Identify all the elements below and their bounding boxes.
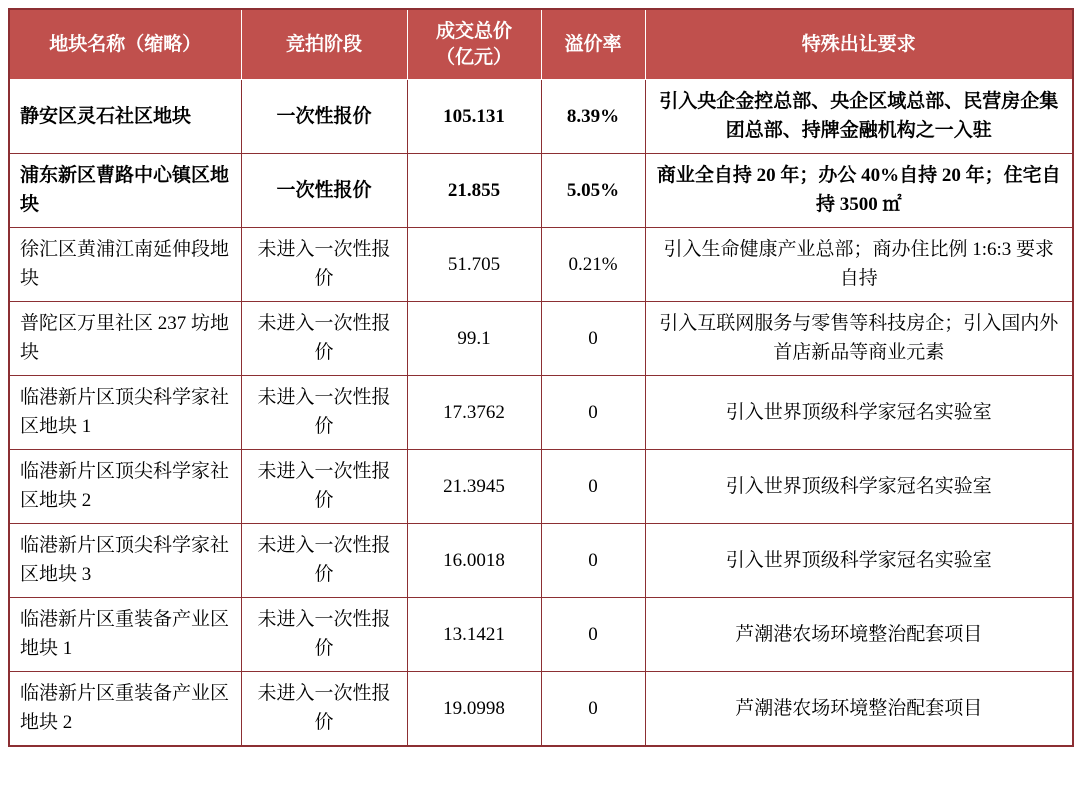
table-row xyxy=(9,524,1073,598)
table-row xyxy=(9,80,1073,154)
cell-price: 51.705 xyxy=(407,228,541,302)
cell-price: 99.1 xyxy=(407,302,541,376)
cell-price: 19.0998 xyxy=(407,672,541,747)
cell-requirement: 引入生命健康产业总部；商办住比例 1:6:3 要求自持 xyxy=(645,228,1073,302)
cell-name: 徐汇区黄浦江南延伸段地块 xyxy=(9,228,241,302)
cell-stage: 未进入一次性报价 xyxy=(241,450,407,524)
cell-stage: 未进入一次性报价 xyxy=(241,598,407,672)
cell-stage: 未进入一次性报价 xyxy=(241,302,407,376)
cell-price: 105.131 xyxy=(407,80,541,154)
table-row xyxy=(9,376,1073,450)
cell-premium: 0 xyxy=(541,598,645,672)
cell-name: 临港新片区重装备产业区地块 2 xyxy=(9,672,241,747)
cell-stage: 一次性报价 xyxy=(241,154,407,228)
column-header-price xyxy=(407,9,541,80)
cell-requirement: 引入央企金控总部、央企区域总部、民营房企集团总部、持牌金融机构之一入驻 xyxy=(645,80,1073,154)
cell-stage: 未进入一次性报价 xyxy=(241,524,407,598)
cell-stage: 未进入一次性报价 xyxy=(241,672,407,747)
table-row xyxy=(9,228,1073,302)
cell-name: 临港新片区顶尖科学家社区地块 1 xyxy=(9,376,241,450)
cell-name: 浦东新区曹路中心镇区地块 xyxy=(9,154,241,228)
cell-stage: 未进入一次性报价 xyxy=(241,228,407,302)
table-row xyxy=(9,598,1073,672)
table-header xyxy=(9,9,1073,80)
cell-requirement: 芦潮港农场环境整治配套项目 xyxy=(645,672,1073,747)
cell-premium: 8.39% xyxy=(541,80,645,154)
table-body xyxy=(9,80,1073,747)
column-header-premium: 溢价率 xyxy=(541,9,645,80)
cell-premium: 0 xyxy=(541,302,645,376)
column-header-price-line2: （亿元） xyxy=(435,46,512,68)
column-header-price-line1: 成交总价 xyxy=(435,21,512,42)
cell-requirement: 引入世界顶级科学家冠名实验室 xyxy=(645,450,1073,524)
cell-requirement: 引入世界顶级科学家冠名实验室 xyxy=(645,524,1073,598)
cell-premium: 0 xyxy=(541,672,645,747)
cell-name: 临港新片区顶尖科学家社区地块 3 xyxy=(9,524,241,598)
column-header-requirement: 特殊出让要求 xyxy=(645,9,1073,80)
cell-premium: 0 xyxy=(541,524,645,598)
land-auction-table xyxy=(8,8,1074,747)
column-header-stage: 竞拍阶段 xyxy=(241,9,407,80)
table-header-row xyxy=(9,9,1073,80)
cell-price: 13.1421 xyxy=(407,598,541,672)
column-header-name: 地块名称（缩略） xyxy=(9,9,241,80)
cell-requirement: 商业全自持 20 年；办公 40%自持 20 年；住宅自持 3500 ㎡ xyxy=(645,154,1073,228)
table-row xyxy=(9,302,1073,376)
cell-price: 16.0018 xyxy=(407,524,541,598)
cell-name: 临港新片区顶尖科学家社区地块 2 xyxy=(9,450,241,524)
cell-name: 临港新片区重装备产业区地块 1 xyxy=(9,598,241,672)
cell-requirement: 引入世界顶级科学家冠名实验室 xyxy=(645,376,1073,450)
cell-premium: 0.21% xyxy=(541,228,645,302)
table-row xyxy=(9,154,1073,228)
cell-stage: 未进入一次性报价 xyxy=(241,376,407,450)
cell-premium: 5.05% xyxy=(541,154,645,228)
cell-name: 静安区灵石社区地块 xyxy=(9,80,241,154)
cell-stage: 一次性报价 xyxy=(241,80,407,154)
cell-requirement: 引入互联网服务与零售等科技房企；引入国内外首店新品等商业元素 xyxy=(645,302,1073,376)
table-row xyxy=(9,450,1073,524)
table-row xyxy=(9,672,1073,747)
cell-premium: 0 xyxy=(541,450,645,524)
cell-name: 普陀区万里社区 237 坊地块 xyxy=(9,302,241,376)
cell-requirement: 芦潮港农场环境整治配套项目 xyxy=(645,598,1073,672)
cell-price: 21.3945 xyxy=(407,450,541,524)
cell-price: 17.3762 xyxy=(407,376,541,450)
cell-price: 21.855 xyxy=(407,154,541,228)
cell-premium: 0 xyxy=(541,376,645,450)
